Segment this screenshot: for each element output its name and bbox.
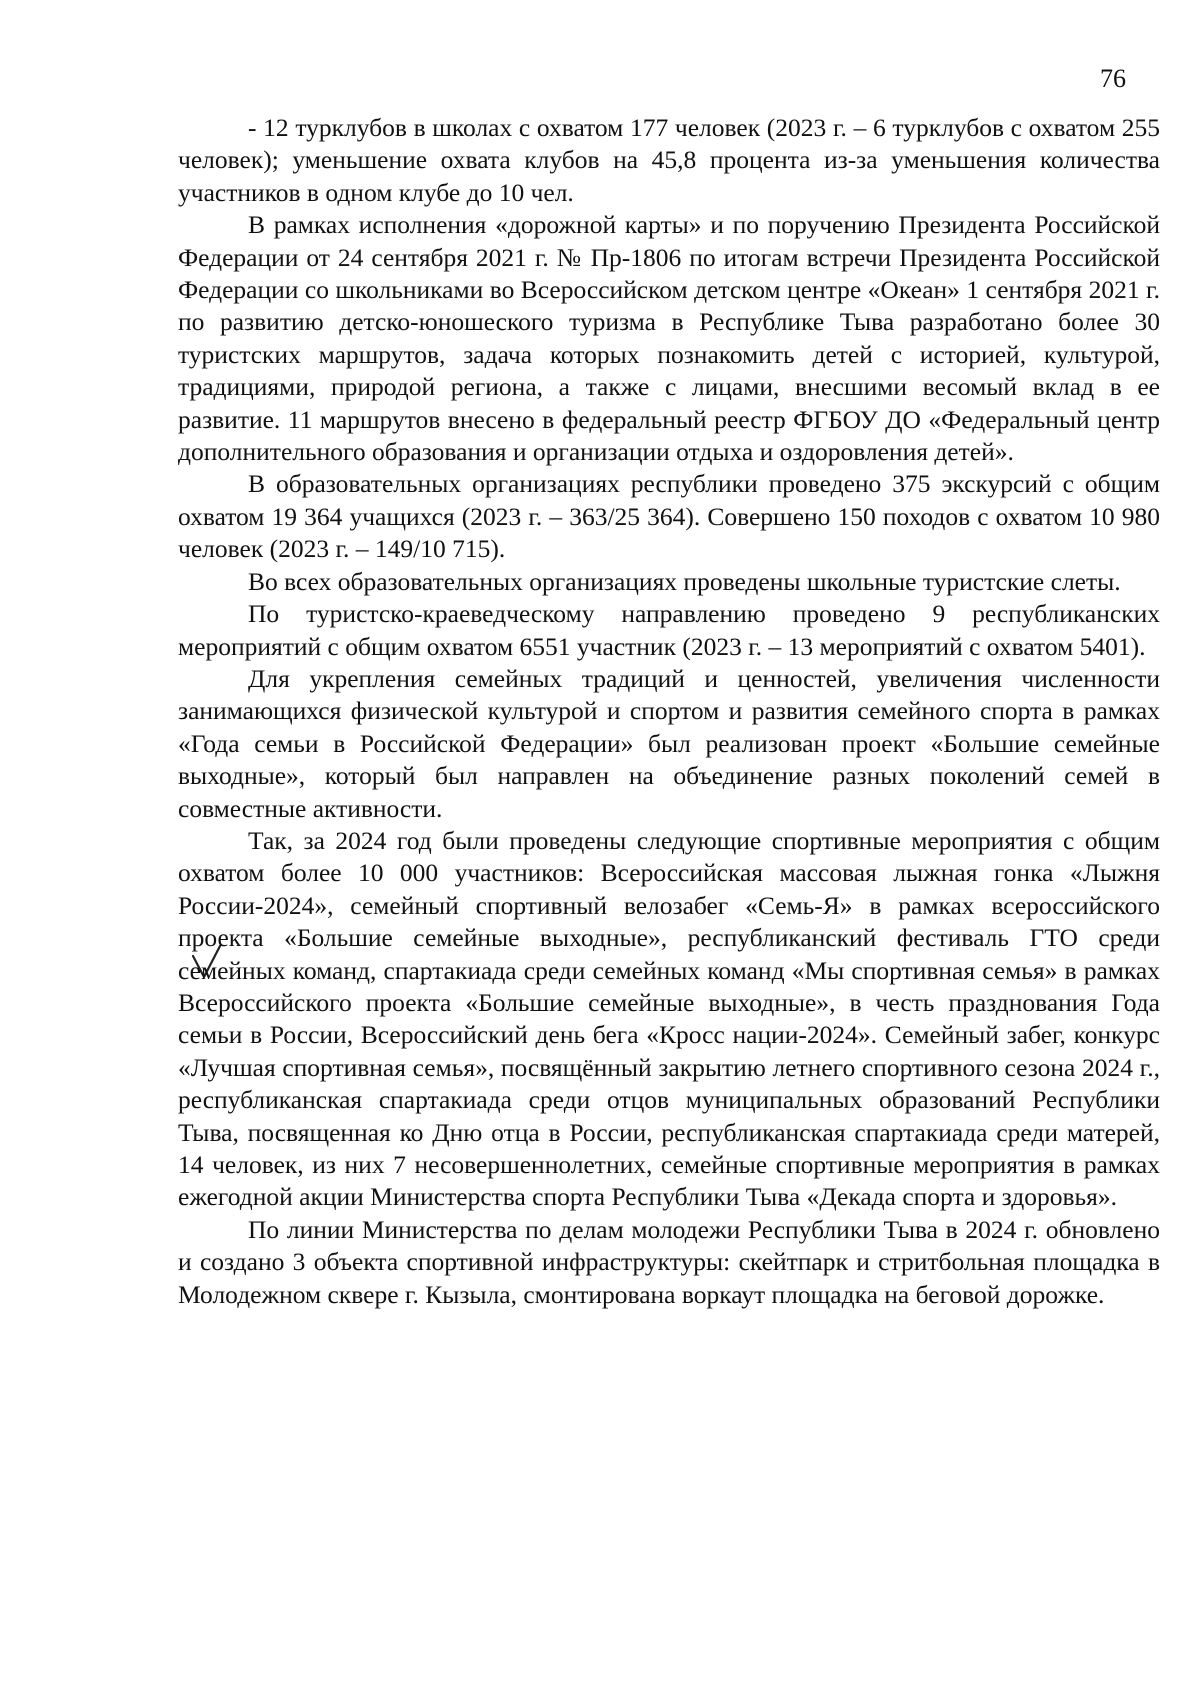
paragraph-sports-events-2024: Так, за 2024 год были проведены следующие спортивные мероприятия с общим охватом более 10 000 участников: Всероссийская массовая лыжная гонка «Лыжня России-2024», семейный спортивный велозабег «Семь-Я» в рамках всероссийского проекта «Большие семейные выходные», республиканский фестиваль ГТО среди семейных команд, спартакиада среди семейных команд «Мы спортивная семья» в рамках Всероссийского проекта «Большие семейные выходные», в честь празднования Года семьи в России, Всероссийский день бега «Кросс нации-2024». Семейный забег, конкурс «Лучшая спортивная семья», посвящённый закрытию летнего спортивного сезона 2024 г., республиканская спартакиада среди отцов муниципальных образований Республики Тыва, посвященная ко Дню отца в России, республиканская спартакиада среди матерей, 14 человек, из них 7 несовершеннолетних, семейные спортивные мероприятия в рамках ежегодной акции Министерства спорта Республики Тыва «Декада спорта и здоровья».: [178, 825, 1160, 1212]
paragraph-roadmap-routes: В рамках исполнения «дорожной карты» и по поручению Президента Российской Федерации от 24 сентября 2021 г. № Пр-1806 по итогам встречи Президента Российской Федерации со школьниками во Всероссийском детском центре «Океан» 1 сентября 2021 г. по развитию детско-юношеского туризма в Республике Тыва разработано более 30 туристских маршрутов, задача которых познакомить детей с историей, культурой, традициями, природой региона, а также с лицами, внесшими весомый вклад в ее развитие. 11 маршрутов внесено в федеральный реестр ФГБОУ ДО «Федеральный центр дополнительного образования и организации отдыха и оздоровления детей».: [178, 210, 1160, 467]
paragraph-excursions: В образовательных организациях республики проведено 375 экскурсий с общим охватом 19 364 учащихся (2023 г. – 363/25 364). Совершено 150 походов с охватом 10 980 человек (2023 г. – 149/10 715).: [178, 469, 1160, 564]
paragraph-local-history-events: По туристско-краеведческому направлению проведено 9 республиканских мероприятий с общим охватом 6551 участник (2023 г. – 13 мероприятий с охватом 5401).: [178, 599, 1160, 661]
paragraph-school-rallies: Во всех образовательных организациях проведены школьные туристские слеты.: [248, 566, 1121, 596]
document-body: [178, 112, 1160, 1311]
paragraph-family-traditions: Для укрепления семейных традиций и ценностей, увеличения численности занимающихся физической культурой и спортом и развития семейного спорта в рамках «Года семьи в Российской Федерации» был реализован проект «Большие семейные выходные», который был направлен на объединение разных поколений семей в совместные активности.: [178, 663, 1160, 823]
paragraph-tourist-clubs: - 12 турклубов в школах с охватом 177 человек (2023 г. – 6 турклубов с охватом 255 человек); уменьшение охвата клубов на 45,8 процента из-за уменьшения количества участников в одном клубе до 10 чел.: [178, 113, 1160, 207]
page-number: 76: [1100, 64, 1126, 93]
paragraph-youth-infrastructure: По линии Министерства по делам молодежи Республики Тыва в 2024 г. обновлено и создано 3 объекта спортивной инфраструктуры: скейтпарк и стритбольная площадка в Молодежном сквере г. Кызыла, смонтирована воркаут площадка на беговой дорожке.: [178, 1214, 1160, 1309]
